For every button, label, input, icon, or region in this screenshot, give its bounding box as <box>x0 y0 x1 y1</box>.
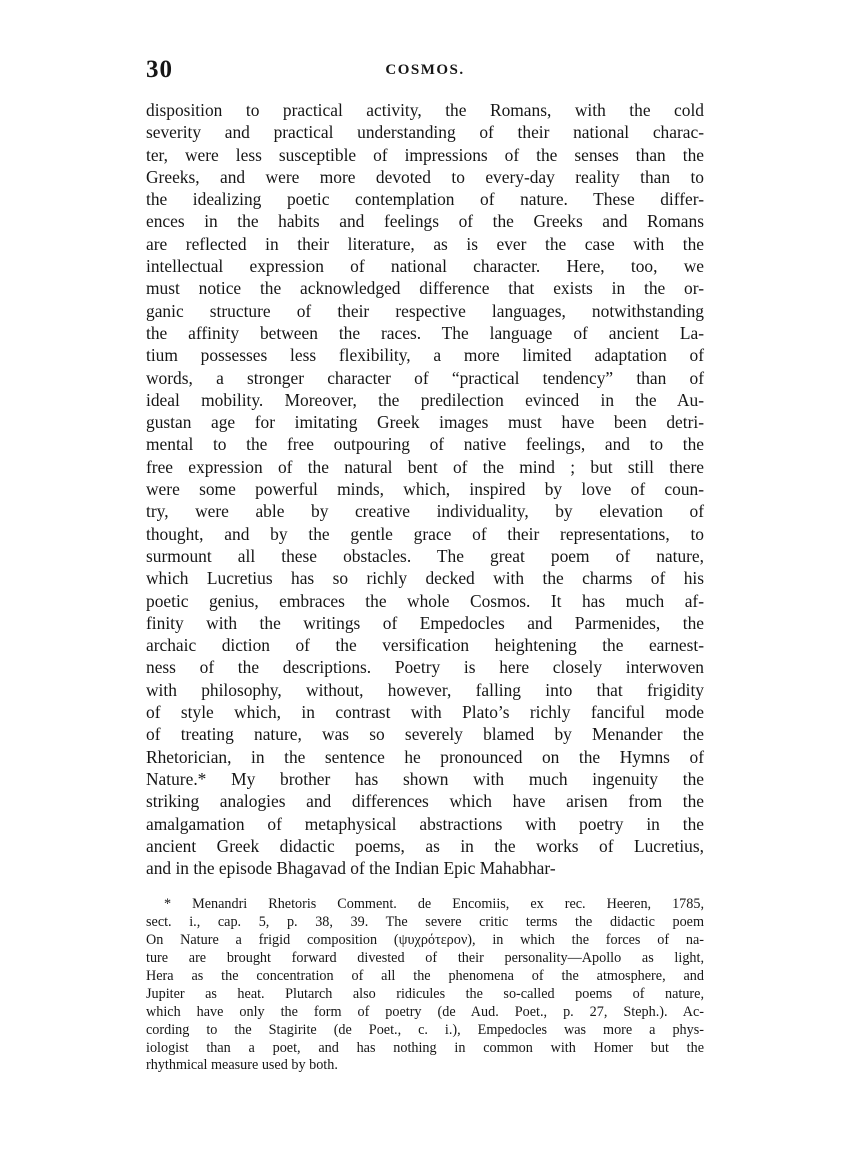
text-line: must notice the acknowledged difference that exists in the or- <box>146 278 704 299</box>
text-line: of style which, in contrast with Plato’s richly fanciful mode <box>146 702 704 723</box>
text-line: with philosophy, without, however, falling into that frigidity <box>146 679 704 700</box>
running-title: COSMOS. <box>385 62 465 78</box>
main-text <box>146 99 704 879</box>
footnote-line: which have only the form of poetry (de Aud. Poet., p. 27, Steph.). Ac- <box>146 1003 704 1020</box>
running-header <box>146 56 704 88</box>
footnote-line: ture are brought forward divested of their personality—Apollo as light, <box>146 950 704 967</box>
text-line: try, were able by creative individuality, by elevation of <box>146 501 704 522</box>
text-line: words, a stronger character of “practical tendency” than of <box>146 367 704 388</box>
footnote-line: * Menandri Rhetoris Comment. de Encomiis, ex rec. Heeren, 1785, <box>164 896 704 913</box>
text-line: disposition to practical activity, the Romans, with the cold <box>146 100 704 120</box>
text-line: Nature.* My brother has shown with much ingenuity the <box>146 768 704 789</box>
text-line: amalgamation of metaphysical abstractions with poetry in the <box>146 813 704 834</box>
text-line: gustan age for imitating Greek images must have been detri- <box>146 412 704 433</box>
text-line: ness of the descriptions. Poetry is here closely interwoven <box>146 657 704 678</box>
text-line: and in the episode Bhagavad of the Indian Epic Mahabhar- <box>146 858 556 879</box>
text-line: the idealizing poetic contemplation of nature. These differ- <box>146 189 704 210</box>
text-line: ences in the habits and feelings of the Greeks and Romans <box>146 211 704 232</box>
text-line: the affinity between the races. The language of ancient La- <box>146 322 704 343</box>
text-line: ganic structure of their respective languages, notwithstanding <box>146 300 704 321</box>
text-line: surmount all these obstacles. The great poem of nature, <box>146 545 704 566</box>
footnote-line: On Nature a frigid composition (ψυχρότερον), in which the forces of na- <box>146 932 704 949</box>
text-line: ideal mobility. Moreover, the predilection evinced in the Au- <box>146 389 704 410</box>
footnote-line: cording to the Stagirite (de Poet., c. i.), Empedocles was more a phys- <box>146 1021 704 1038</box>
text-line: archaic diction of the versification heightening the earnest- <box>146 635 704 656</box>
text-line: Rhetorician, in the sentence he pronounced on the Hymns of <box>146 746 704 767</box>
footnote-line: Jupiter as heat. Plutarch also ridicules the so-called poems of nature, <box>146 985 704 1002</box>
text-line: tium possesses less flexibility, a more limited adaptation of <box>146 345 704 366</box>
text-line: intellectual expression of national character. Here, too, we <box>146 256 704 277</box>
text-line: were some powerful minds, which, inspired by love of coun- <box>146 479 704 500</box>
text-line: which Lucretius has so richly decked with the charms of his <box>146 568 704 589</box>
page-number: 30 <box>146 56 173 83</box>
text-line: mental to the free outpouring of native feelings, and to the <box>146 434 704 455</box>
footnote-line: rhythmical measure used by both. <box>146 1057 338 1074</box>
text-line: Greeks, and were more devoted to every-day reality than to <box>146 166 704 187</box>
text-line: striking analogies and differences which have arisen from the <box>146 791 704 812</box>
text-line: are reflected in their literature, as is ever the case with the <box>146 233 704 254</box>
footnote-line: Hera as the concentration of all the phenomena of the atmosphere, and <box>146 967 704 984</box>
text-line: ter, were less susceptible of impressions of the senses than the <box>146 144 704 165</box>
footnote-line: sect. i., cap. 5, p. 38, 39. The severe critic terms the didactic poem <box>146 914 704 931</box>
text-line: ancient Greek didactic poems, as in the works of Lucretius, <box>146 835 704 856</box>
text-line: poetic genius, embraces the whole Cosmos. It has much af- <box>146 590 704 611</box>
footnote <box>146 896 704 1075</box>
text-line: finity with the writings of Empedocles and Parmenides, the <box>146 612 704 633</box>
book-page <box>146 56 704 1075</box>
footnote-line: iologist than a poet, and has nothing in common with Homer but the <box>146 1039 704 1056</box>
text-line: of treating nature, was so severely blamed by Menander the <box>146 724 704 745</box>
text-line: thought, and by the gentle grace of their representations, to <box>146 523 704 544</box>
text-line: severity and practical understanding of their national charac- <box>146 122 704 143</box>
text-line: free expression of the natural bent of the mind ; but still there <box>146 456 704 477</box>
